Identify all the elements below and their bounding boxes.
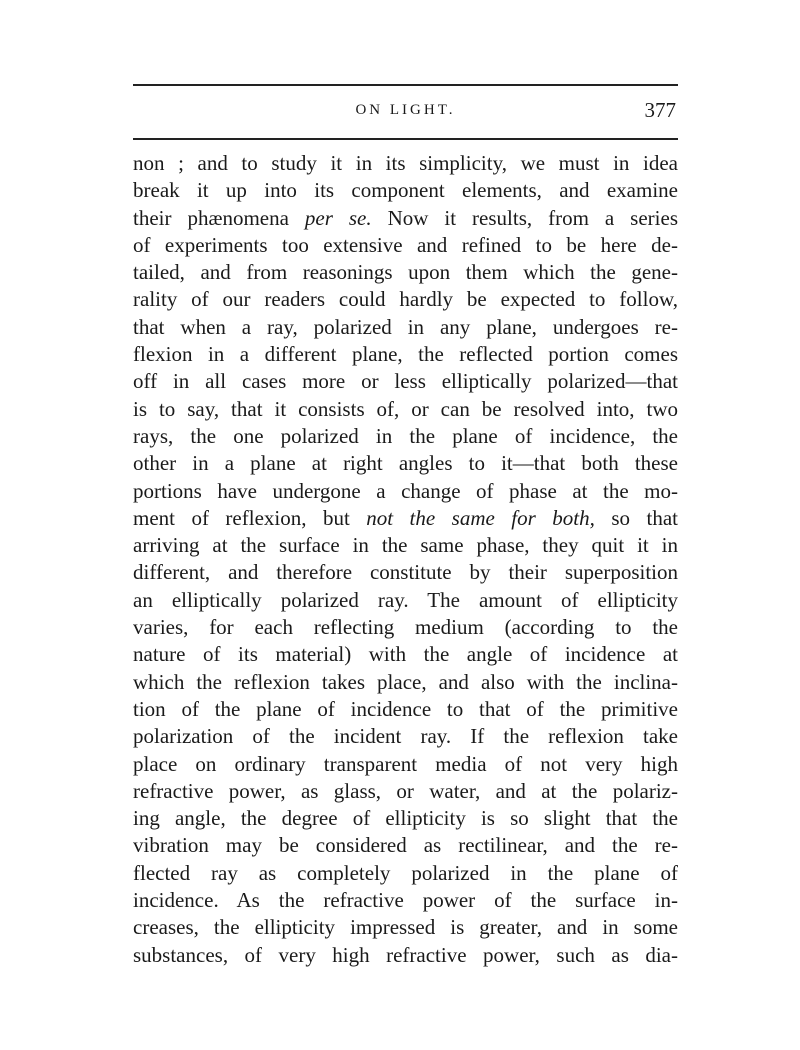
text-line (133, 286, 678, 313)
line-text: Now it results, from a series (371, 205, 678, 230)
text-line (133, 805, 678, 832)
line-text: break it up into its component elements, and examine (133, 178, 678, 203)
line-text: which the reflexion takes place, and also with the inclina- (133, 669, 678, 694)
line-text: ing angle, the degree of ellipticity is so slight that the (133, 806, 678, 831)
line-text: vibration may be considered as rectilinear, and the re- (133, 833, 678, 858)
line-text: substances, of very high refractive power, such as dia- (133, 942, 678, 967)
line-text: other in a plane at right angles to it—that both these (133, 451, 678, 476)
text-line (133, 669, 678, 696)
text-line (133, 368, 678, 395)
text-line (133, 778, 678, 805)
line-text: flected ray as completely polarized in the plane of (133, 860, 678, 885)
text-line (133, 641, 678, 668)
line-text: their phænomena (133, 205, 305, 230)
text-line (133, 259, 678, 286)
italic-phrase: not the same for both, (366, 505, 595, 530)
line-text: arriving at the surface in the same phase, they quit it in (133, 533, 678, 558)
text-line (133, 450, 678, 477)
line-text: rality of our readers could hardly be expected to follow, (133, 287, 678, 312)
line-text: creases, the ellipticity impressed is greater, and in some (133, 915, 678, 940)
line-text: incidence. As the refractive power of the surface in- (133, 888, 678, 913)
text-line (133, 860, 678, 887)
text-line (133, 587, 678, 614)
text-line (133, 696, 678, 723)
text-line (133, 150, 678, 177)
text-line (133, 423, 678, 450)
text-line (133, 396, 678, 423)
text-line (133, 751, 678, 778)
header-bottom-rule (133, 138, 678, 140)
text-line (133, 532, 678, 559)
text-line (133, 505, 678, 532)
line-text: varies, for each reflecting medium (according to the (133, 615, 678, 640)
line-text: ment of reflexion, but (133, 505, 367, 530)
text-line (133, 914, 678, 941)
header-top-rule (133, 84, 678, 86)
line-text: flexion in a different plane, the reflected portion comes (133, 342, 678, 367)
page-number: 377 (644, 98, 676, 122)
line-text: that when a ray, polarized in any plane, undergoes re- (133, 314, 678, 339)
text-line (133, 887, 678, 914)
text-line (133, 832, 678, 859)
line-text: nature of its material) with the angle of incidence at (133, 642, 678, 667)
line-text: tailed, and from reasonings upon them which the gene- (133, 260, 678, 285)
line-text: different, and therefore constitute by their superposition (133, 560, 678, 585)
line-text: off in all cases more or less elliptically polarized—that (133, 369, 678, 394)
text-line (133, 614, 678, 641)
running-title: ON LIGHT. (355, 102, 456, 118)
text-line (133, 232, 678, 259)
body-text (133, 150, 678, 969)
line-text: polarization of the incident ray. If the reflexion take (133, 724, 678, 749)
line-text: an elliptically polarized ray. The amount of ellipticity (133, 587, 678, 612)
text-line (133, 314, 678, 341)
line-text: place on ordinary transparent media of not very high (133, 751, 678, 776)
line-text: non ; and to study it in its simplicity, we must in idea (133, 151, 678, 175)
text-line (133, 723, 678, 750)
line-text: portions have undergone a change of phase at the mo- (133, 478, 678, 503)
text-line (133, 341, 678, 368)
line-text: refractive power, as glass, or water, and at the polariz- (133, 778, 678, 803)
text-line (133, 205, 678, 232)
line-text: is to say, that it consists of, or can be resolved into, two (133, 396, 678, 421)
text-line (133, 942, 678, 969)
line-text: rays, the one polarized in the plane of incidence, the (133, 423, 678, 448)
text-line (133, 559, 678, 586)
line-text: of experiments too extensive and refined to be here de- (133, 232, 678, 257)
text-line (133, 177, 678, 204)
text-line (133, 478, 678, 505)
page-header (133, 98, 678, 128)
italic-phrase: per se. (304, 205, 372, 230)
line-text: so that (594, 505, 678, 530)
line-text: tion of the plane of incidence to that of the primitive (133, 696, 678, 721)
